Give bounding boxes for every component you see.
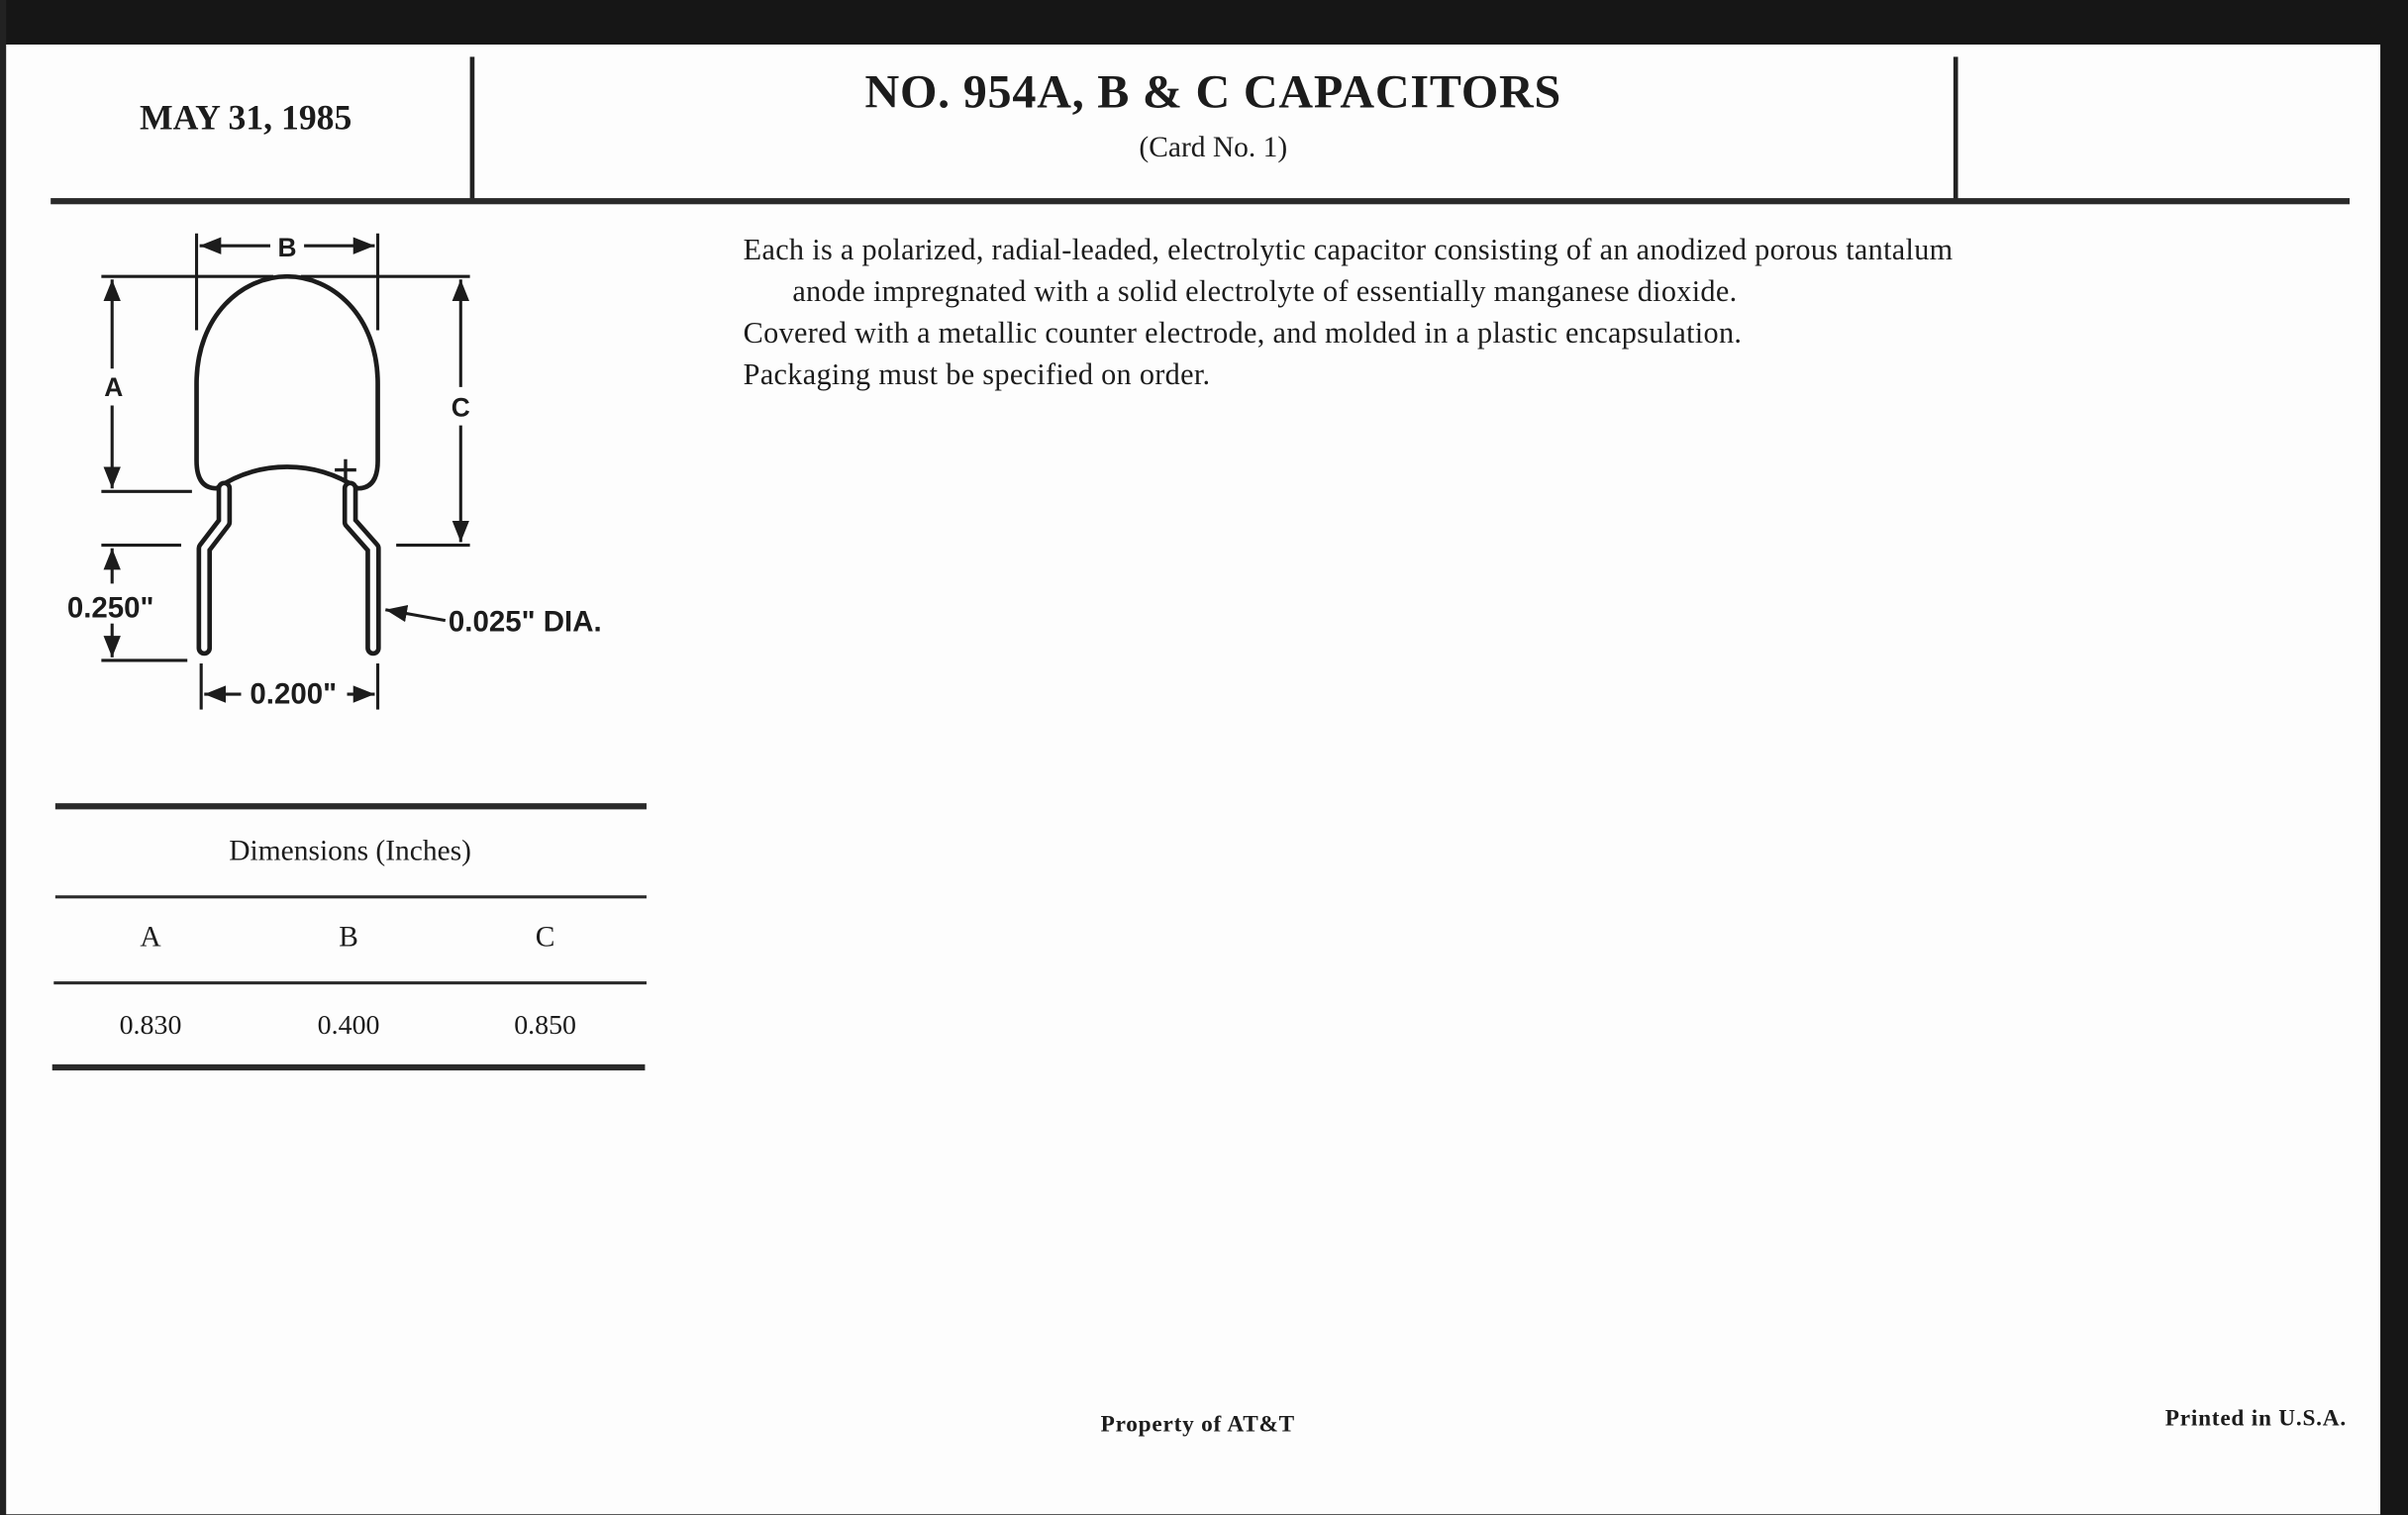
description-line: Each is a polarized, radial-leaded, electrolytic capacitor consisting of an anodized porous tantalum xyxy=(743,235,1954,267)
column-header-a: A xyxy=(140,921,161,955)
description-line: Covered with a metallic counter electrode, and molded in a plastic encapsulation. xyxy=(743,318,1743,351)
leader-arrow xyxy=(385,610,445,621)
issue-date: MAY 31, 1985 xyxy=(139,98,352,138)
table-header-row xyxy=(53,922,647,959)
description xyxy=(744,231,1954,397)
scan-border-right xyxy=(2380,0,2408,1514)
printed-notice: Printed in U.S.A. xyxy=(2164,1406,2347,1432)
table-bottom-rule xyxy=(52,1064,646,1070)
column-header-c: C xyxy=(535,921,555,955)
card-number: (Card No. 1) xyxy=(1139,132,1288,164)
lead-spacing-label: 0.200" xyxy=(250,677,338,711)
page-title: NO. 954A, B & C CAPACITORS xyxy=(864,64,1562,119)
table-caption: Dimensions (Inches) xyxy=(229,835,471,868)
property-notice: Property of AT&T xyxy=(1100,1412,1295,1438)
lead-diameter-label: 0.025" DIA. xyxy=(448,605,602,639)
description-line: anode impregnated with a solid electrolyte of essentially manganese dioxide. xyxy=(792,276,1738,309)
table-divider xyxy=(53,981,647,984)
header-divider-right xyxy=(1954,56,1958,201)
label-b: B xyxy=(277,233,297,263)
description-line: Packaging must be specified on order. xyxy=(743,358,1211,392)
column-header-b: B xyxy=(339,921,358,955)
value-c: 0.850 xyxy=(514,1009,577,1041)
capacitor-diagram xyxy=(0,0,706,737)
lead-right xyxy=(351,488,373,648)
value-a: 0.830 xyxy=(119,1009,182,1041)
value-b: 0.400 xyxy=(317,1009,380,1041)
table-top-rule xyxy=(55,803,647,809)
lead-length-label: 0.250" xyxy=(66,591,154,625)
table-divider xyxy=(55,895,647,898)
capacitor-body xyxy=(197,276,378,488)
label-a: A xyxy=(104,372,124,403)
label-c: C xyxy=(451,392,470,423)
table-row xyxy=(53,1009,647,1046)
